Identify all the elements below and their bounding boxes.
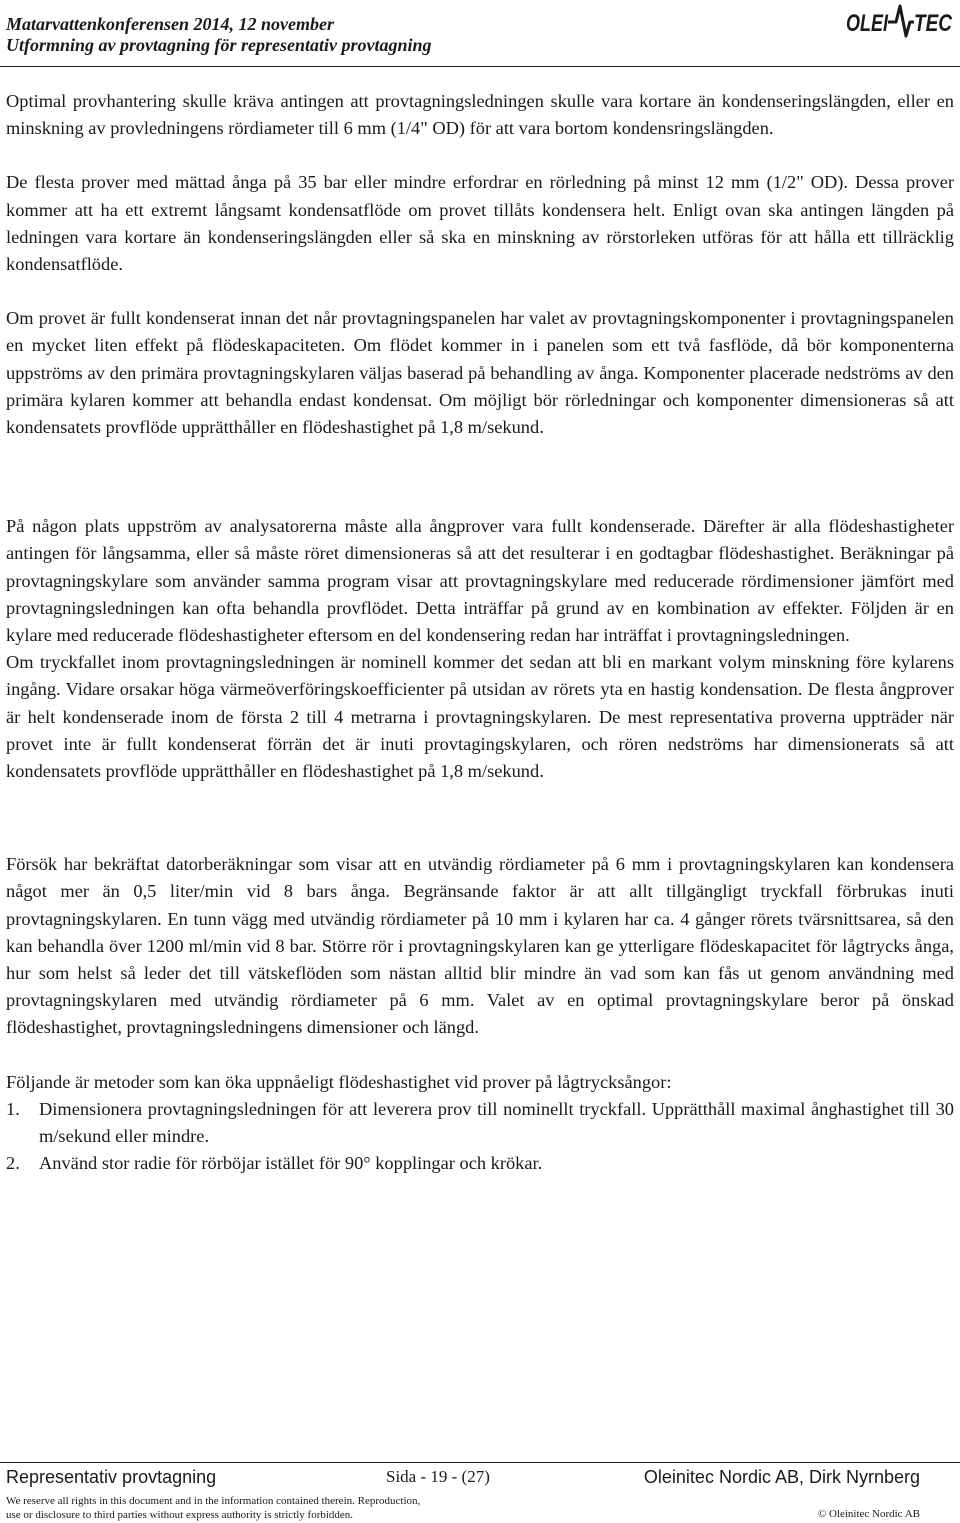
oleinitec-logo (844, 2, 954, 40)
footer-author: Oleinitec Nordic AB, Dirk Nyrnberg (643, 1467, 920, 1487)
header-divider (0, 66, 960, 67)
method-list (6, 1096, 954, 1178)
document-body (6, 88, 954, 1178)
paragraph-4: På någon plats uppström av analysatorerna måste alla ångprover vara fullt kondenserade. Därefter är alla flödeshastigheter antingen för långsamma, eller så måste röret dimensioneras så att det resulterar i en godtagbar flödeshastighet. Beräkningar på provtagningskylare som använder samma program visar att provtagningskylare med reducerade rördimensioner jämfört med provtagningsledningen kan ofta behandla provflödet. Detta inträffar på grund av en kombination av effekter. Följden är en kylare med reducerade flödeshastigheter eftersom en del kondensering redan har inträffat i provtagningsledningen. (6, 516, 954, 646)
footer (6, 1467, 954, 1491)
list-item (6, 1150, 954, 1177)
rights-notice-line-1: We reserve all rights in this document and in the information contained therein. Reproduction, (6, 1495, 421, 1507)
paragraph-7: Följande är metoder som kan öka uppnåeligt flödeshastighet vid prover på lågtrycksångor: (6, 1071, 672, 1092)
rights-notice-line-2: use or disclosure to third parties without express authority is strictly forbidden. (6, 1509, 354, 1521)
list-text: Använd stor radie för rörböjar istället för 90° kopplingar och krökar. (39, 1153, 543, 1174)
conference-title: Matarvattenkonferensen 2014, 12 november (6, 14, 334, 34)
list-text: Dimensionera provtagningsledningen för att leverera prov till nominellt tryckfall. Upprätthåll maximal ånghastighet till 30 m/sekund eller mindre. (39, 1098, 954, 1147)
page-number: Sida - 19 - (27) (386, 1467, 490, 1486)
list-number: 2. (6, 1153, 20, 1174)
paragraph-1: Optimal provhantering skulle kräva antingen att provtagningsledningen skulle vara kortare än kondenseringslängden, eller en minskning av provledningens rördiameter till 6 mm (1/4" OD) för att vara bortom kondensringslängden. (6, 91, 954, 139)
paragraph-5: Om tryckfallet inom provtagningsledningen är nominell kommer det sedan att bli en markant volym minskning före kylarens ingång. Vidare orsakar höga värmeöverföringskoefficienter på utsidan av rörets yta en hastig kondensation. De flesta ångprover är helt kondenserade inom de första 2 till 4 metrarna i provtagningskylaren. De mest representativa proverna uppträder när provet inte är fullt kondenserat förrän det är inuti provtagingskylaren, och rören nedströms har dimensionerats så att kondensatets provflöde upprätthåller en flödeshastighet på 1,8 m/sekund. (6, 652, 954, 782)
paragraph-2: De flesta prover med mättad ånga på 35 bar eller mindre erfordrar en rörledning på minst 12 mm (1/2" OD). Dessa prover kommer att ha ett extremt långsamt kondensatflöde om provet tillåts kondensera helt. Enligt ovan ska antingen längden på ledningen vara kortare än kondenseringslängden eller så ska en minskning av rörstorleken utföras för att hålla ett tillräcklig kondensatflöde. (6, 172, 954, 275)
svg-text:OLEI: OLEI (846, 10, 889, 37)
header-title (6, 14, 726, 56)
footer-doc-title: Representativ provtagning (6, 1467, 217, 1487)
paragraph-3: Om provet är fullt kondenserat innan det når provtagningspanelen har valet av provtagningskomponenter i provtagningspanelen en mycket liten effekt på flödeskapaciteten. Om flödet kommer in i panelen som ett två fasflöde, då bör komponenterna uppströms av den primära provtagningskylaren väljas baserad på behandling av ånga. Komponenter placerade nedströms av den primära kylaren kommer att behandla endast kondensat. Om möjligt bör rörledningar och komponenter dimensioneras så att kondensatets provflöde upprätthåller en flödeshastighet på 1,8 m/sekund. (6, 308, 954, 438)
svg-text:TEC: TEC (914, 10, 953, 37)
list-item (6, 1096, 954, 1150)
document-subtitle: Utformning av provtagning för representativ provtagning (6, 35, 432, 55)
paragraph-6: Försök har bekräftat datorberäkningar som visar att en utvändig rördiameter på 6 mm i provtagningskylaren kan kondensera något mer än 0,5 liter/min vid 8 bars ånga. Begränsande faktor är att allt tillgängligt tryckfall förbrukas inuti provtagningskylaren. En tunn vägg med utvändig rördiameter på 10 mm i kylaren har ca. 4 gånger rörets tvärsnittsarea, så den kan behandla över 1200 ml/min vid 8 bar. Större rör i provtagningskylaren kan ge ytterligare flödeskapacitet för lågtrycks ånga, hur som helst så leder det till vätskeflöden som nästan alltid blir mindre än vad som kan fås ut genom användning med provtagningskylaren med utvändig rördiameter på 6 mm. Valet av en optimal provtagningskylare beror på önskad flödeshastighet, provtagningsledningens dimensioner och längd. (6, 854, 954, 1038)
list-number: 1. (6, 1098, 20, 1119)
footer-divider (0, 1462, 960, 1463)
copyright-notice: © Oleinitec Nordic AB (817, 1508, 920, 1520)
